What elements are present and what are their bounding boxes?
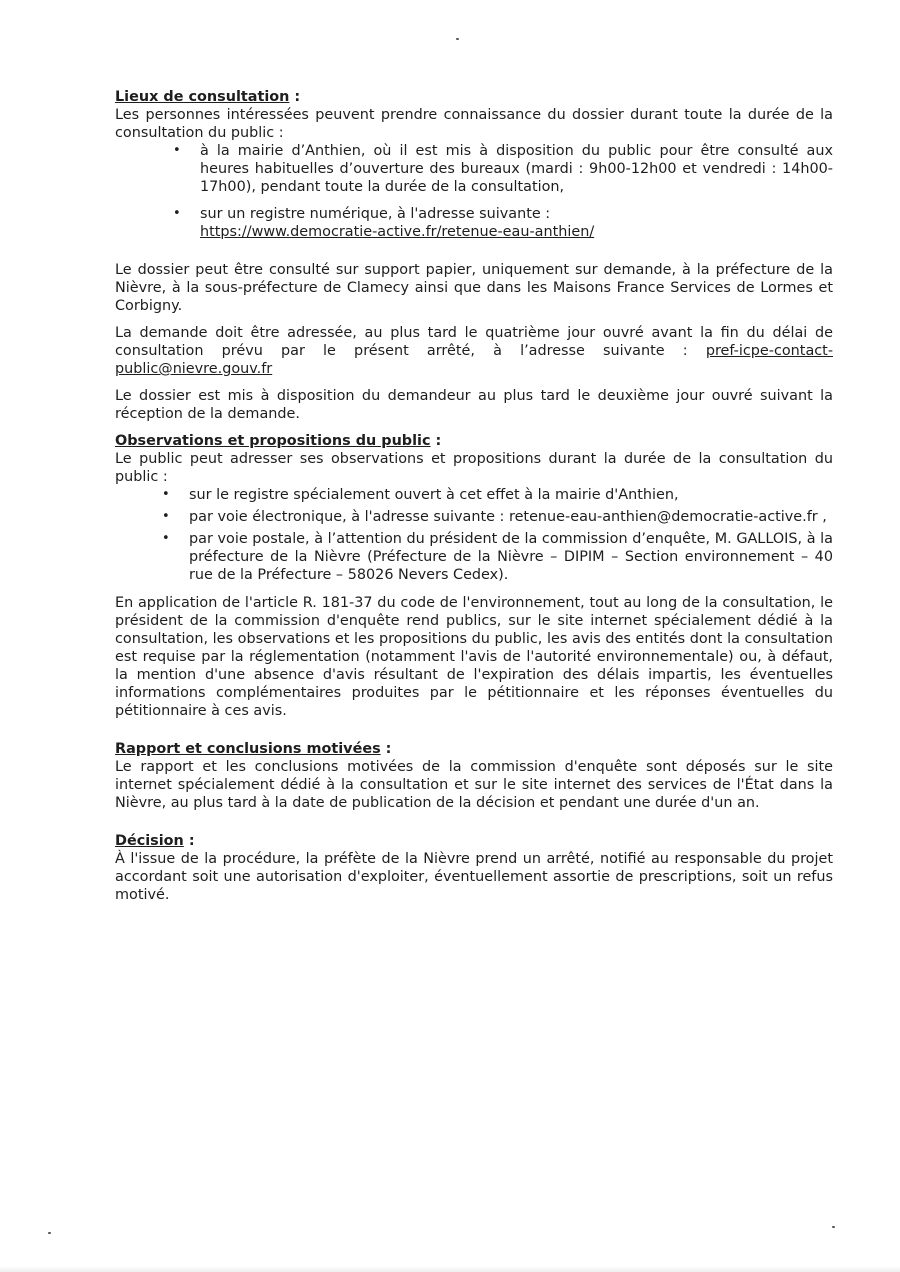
paragraph-request: La demande doit être adressée, au plus tard le quatrième jour ouvré avant la fin du délai de consultation prévu par le présent arrêté, à l’adresse suivante : pref-icpe-contact-public@nievre.gouv.fr	[115, 325, 834, 377]
section-heading: Rapport et conclusions motivées :	[115, 741, 392, 757]
section-lieux-de-consultation	[115, 88, 833, 423]
bullet-icon: •	[173, 206, 181, 221]
paragraph-paper: Le dossier peut être consulté sur support papier, uniquement sur demande, à la préfecture de la Nièvre, à la sous-préfecture de Clamecy ainsi que dans les Maisons France Services de Lormes et Corbigny.	[115, 262, 833, 314]
scan-speck	[832, 1226, 835, 1228]
section-heading: Décision :	[115, 833, 195, 849]
scan-edge	[0, 1266, 900, 1272]
scan-speck	[456, 38, 459, 40]
request-email-link[interactable]: pref-icpe-contact-public@nievre.gouv.fr	[115, 343, 834, 377]
list-item: • par voie électronique, à l'adresse suivante : retenue-eau-anthien@democratie-active.fr ,	[162, 509, 827, 525]
list-item: • sur un registre numérique, à l'adresse suivante : https://www.democratie-active.fr/retenue-eau-anthien/	[173, 206, 595, 240]
list-item: • par voie postale, à l’attention du président de la commission d’enquête, M. GALLOIS, à la préfecture de la Nièvre (Préfecture de la Nièvre – DIPIM – Section environnement – 40 rue de la Préfecture – 58026 Nevers Cedex).	[162, 531, 833, 583]
consultation-places-list	[115, 142, 833, 241]
paragraph-intro: Le public peut adresser ses observations et propositions durant la durée de la consultation du public :	[115, 451, 833, 485]
document-body	[115, 88, 833, 904]
paragraph-rapport: Le rapport et les conclusions motivées de la commission d'enquête sont déposés sur le site internet spécialement dédié à la consultation et sur le site internet des services de l'État dans la Nièvre, au plus tard à la date de publication de la décision et pendant une durée d'un an.	[115, 759, 833, 811]
scan-speck	[48, 1232, 51, 1234]
list-item: • sur le registre spécialement ouvert à cet effet à la mairie d'Anthien,	[162, 487, 679, 503]
bullet-icon: •	[162, 487, 170, 502]
section-observations	[115, 432, 833, 720]
list-item: • à la mairie d’Anthien, où il est mis à disposition du public pour être consulté aux heures habituelles d’ouverture des bureaux (mardi : 9h00-12h00 et vendredi : 14h00-17h00), pendant toute la durée de la consultation,	[173, 143, 833, 195]
paragraph-intro: Les personnes intéressées peuvent prendre connaissance du dossier durant toute la durée de la consultation du public :	[115, 107, 833, 141]
observation-channels-list	[115, 486, 833, 584]
paragraph-availability: Le dossier est mis à disposition du demandeur au plus tard le deuxième jour ouvré suivant la réception de la demande.	[115, 388, 833, 422]
section-heading: Observations et propositions du public :	[115, 433, 442, 449]
paragraph-decision: À l'issue de la procédure, la préfète de la Nièvre prend un arrêté, notifié au responsable du projet accordant soit une autorisation d'exploiter, éventuellement assortie de prescriptions, soit un refus motivé.	[115, 851, 833, 903]
bullet-icon: •	[162, 509, 170, 524]
section-rapport	[115, 740, 833, 812]
section-decision	[115, 832, 833, 904]
bullet-icon: •	[162, 531, 170, 546]
bullet-icon: •	[173, 143, 181, 158]
section-heading: Lieux de consultation :	[115, 89, 301, 105]
paragraph-application: En application de l'article R. 181-37 du code de l'environnement, tout au long de la consultation, le président de la commission d'enquête rend publics, sur le site internet spécialement dédié à la consultation, les observations et les propositions du public, les avis des entités dont la consultation est requise par la réglementation (notamment l'avis de l'autorité environnementale) ou, à défaut, la mention d'une absence d'avis résultant de l'expiration des délais impartis, les éventuelles informations complémentaires produites par le pétitionnaire et les réponses éventuelles du pétitionnaire à ces avis.	[115, 595, 833, 719]
registry-link[interactable]: https://www.democratie-active.fr/retenue-eau-anthien/	[200, 224, 595, 240]
